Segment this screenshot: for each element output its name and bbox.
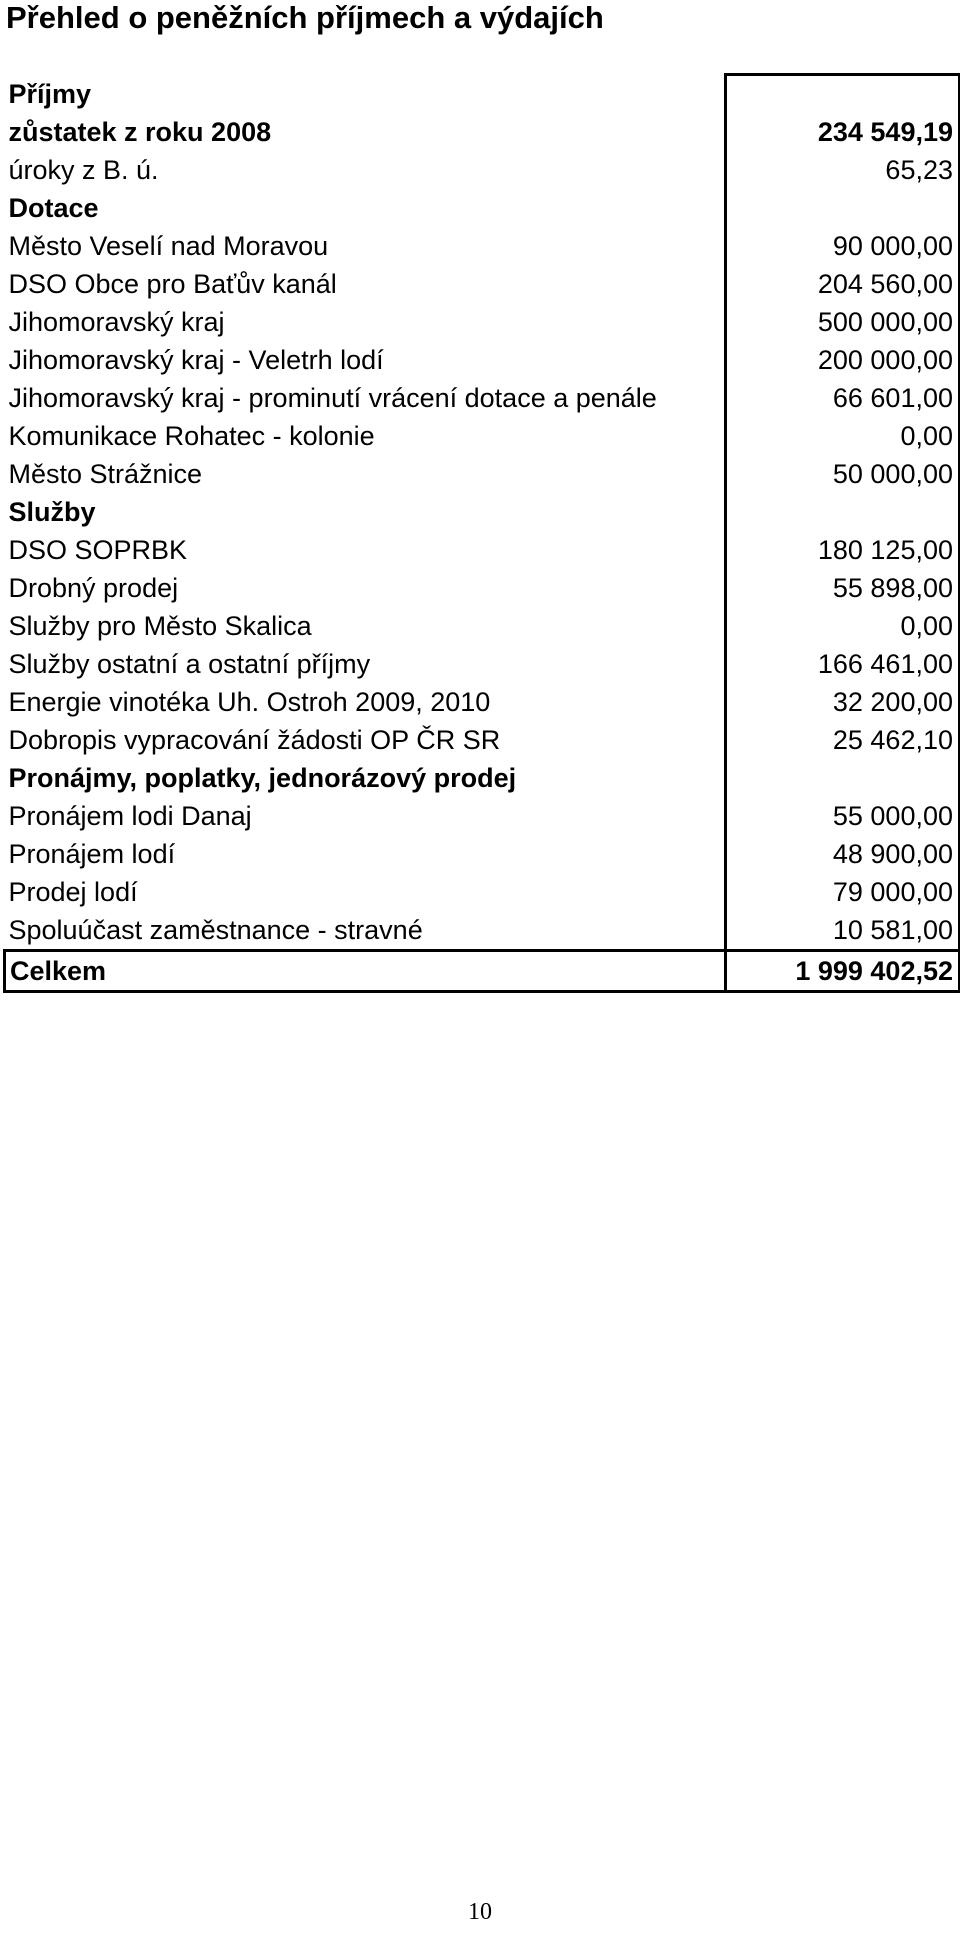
row-label: DSO SOPRBK bbox=[8, 534, 188, 565]
row-amount: 79 000,00 bbox=[726, 873, 960, 911]
row-amount bbox=[726, 189, 960, 227]
table-row bbox=[5, 607, 960, 645]
total-amount: 1 999 402,52 bbox=[726, 950, 960, 991]
row-label: DSO Obce pro Baťův kanál bbox=[8, 268, 337, 299]
row-label: zůstatek z roku 2008 bbox=[8, 116, 272, 147]
table-row bbox=[5, 341, 960, 379]
table-row bbox=[5, 911, 960, 951]
total-row bbox=[5, 950, 960, 991]
page-title: Přehled o peněžních příjmech a výdajích bbox=[6, 0, 604, 35]
table-row bbox=[5, 227, 960, 265]
income-table-body bbox=[5, 75, 960, 992]
row-amount: 32 200,00 bbox=[726, 683, 960, 721]
row-label: Energie vinotéka Uh. Ostroh 2009, 2010 bbox=[8, 686, 491, 717]
table-row bbox=[5, 265, 960, 303]
table-row bbox=[5, 379, 960, 417]
row-amount: 90 000,00 bbox=[726, 227, 960, 265]
row-label: Pronájmy, poplatky, jednorázový prodej bbox=[8, 762, 517, 793]
table-row bbox=[5, 493, 960, 531]
table-row bbox=[5, 189, 960, 227]
row-amount bbox=[726, 493, 960, 531]
table-row bbox=[5, 75, 960, 113]
row-label: Jihomoravský kraj - prominutí vrácení dotace a penále bbox=[8, 382, 657, 413]
row-label: Město Strážnice bbox=[8, 458, 203, 489]
table-row bbox=[5, 569, 960, 607]
row-amount bbox=[726, 75, 960, 113]
row-label: Služby bbox=[8, 496, 96, 527]
row-label: Jihomoravský kraj bbox=[8, 306, 225, 337]
row-amount: 0,00 bbox=[726, 607, 960, 645]
row-amount: 65,23 bbox=[726, 151, 960, 189]
row-label: Příjmy bbox=[8, 78, 92, 109]
row-label: úroky z B. ú. bbox=[8, 154, 159, 185]
table-row bbox=[5, 113, 960, 151]
row-amount: 48 900,00 bbox=[726, 835, 960, 873]
row-amount: 180 125,00 bbox=[726, 531, 960, 569]
page-number: 10 bbox=[468, 1899, 492, 1925]
row-amount: 66 601,00 bbox=[726, 379, 960, 417]
row-label: Služby pro Město Skalica bbox=[8, 610, 312, 641]
row-amount: 10 581,00 bbox=[726, 911, 960, 951]
table-row bbox=[5, 455, 960, 493]
table-row bbox=[5, 873, 960, 911]
row-amount: 166 461,00 bbox=[726, 645, 960, 683]
row-amount: 204 560,00 bbox=[726, 265, 960, 303]
row-label: Spoluúčast zaměstnance - stravné bbox=[8, 914, 423, 945]
table-row bbox=[5, 797, 960, 835]
row-amount: 234 549,19 bbox=[726, 113, 960, 151]
row-label: Dotace bbox=[8, 192, 99, 223]
row-label: Pronájem lodí bbox=[8, 838, 176, 869]
row-amount: 25 462,10 bbox=[726, 721, 960, 759]
row-amount: 50 000,00 bbox=[726, 455, 960, 493]
row-amount: 55 000,00 bbox=[726, 797, 960, 835]
row-amount: 200 000,00 bbox=[726, 341, 960, 379]
row-label: Drobný prodej bbox=[8, 572, 179, 603]
row-label: Služby ostatní a ostatní příjmy bbox=[8, 648, 371, 679]
row-amount bbox=[726, 759, 960, 797]
table-row bbox=[5, 417, 960, 455]
table-row bbox=[5, 759, 960, 797]
row-label: Jihomoravský kraj - Veletrh lodí bbox=[8, 344, 384, 375]
row-label: Dobropis vypracování žádosti OP ČR SR bbox=[8, 724, 501, 755]
row-amount: 500 000,00 bbox=[726, 303, 960, 341]
table-row bbox=[5, 151, 960, 189]
total-label: Celkem bbox=[5, 950, 726, 991]
table-row bbox=[5, 683, 960, 721]
row-label: Pronájem lodi Danaj bbox=[8, 800, 252, 831]
table-row bbox=[5, 835, 960, 873]
table-row bbox=[5, 721, 960, 759]
table-row bbox=[5, 531, 960, 569]
row-amount: 0,00 bbox=[726, 417, 960, 455]
row-amount: 55 898,00 bbox=[726, 569, 960, 607]
row-label: Prodej lodí bbox=[8, 876, 138, 907]
row-label: Komunikace Rohatec - kolonie bbox=[8, 420, 375, 451]
table-row bbox=[5, 645, 960, 683]
row-label: Město Veselí nad Moravou bbox=[8, 230, 329, 261]
table-row bbox=[5, 303, 960, 341]
income-table bbox=[3, 73, 958, 993]
